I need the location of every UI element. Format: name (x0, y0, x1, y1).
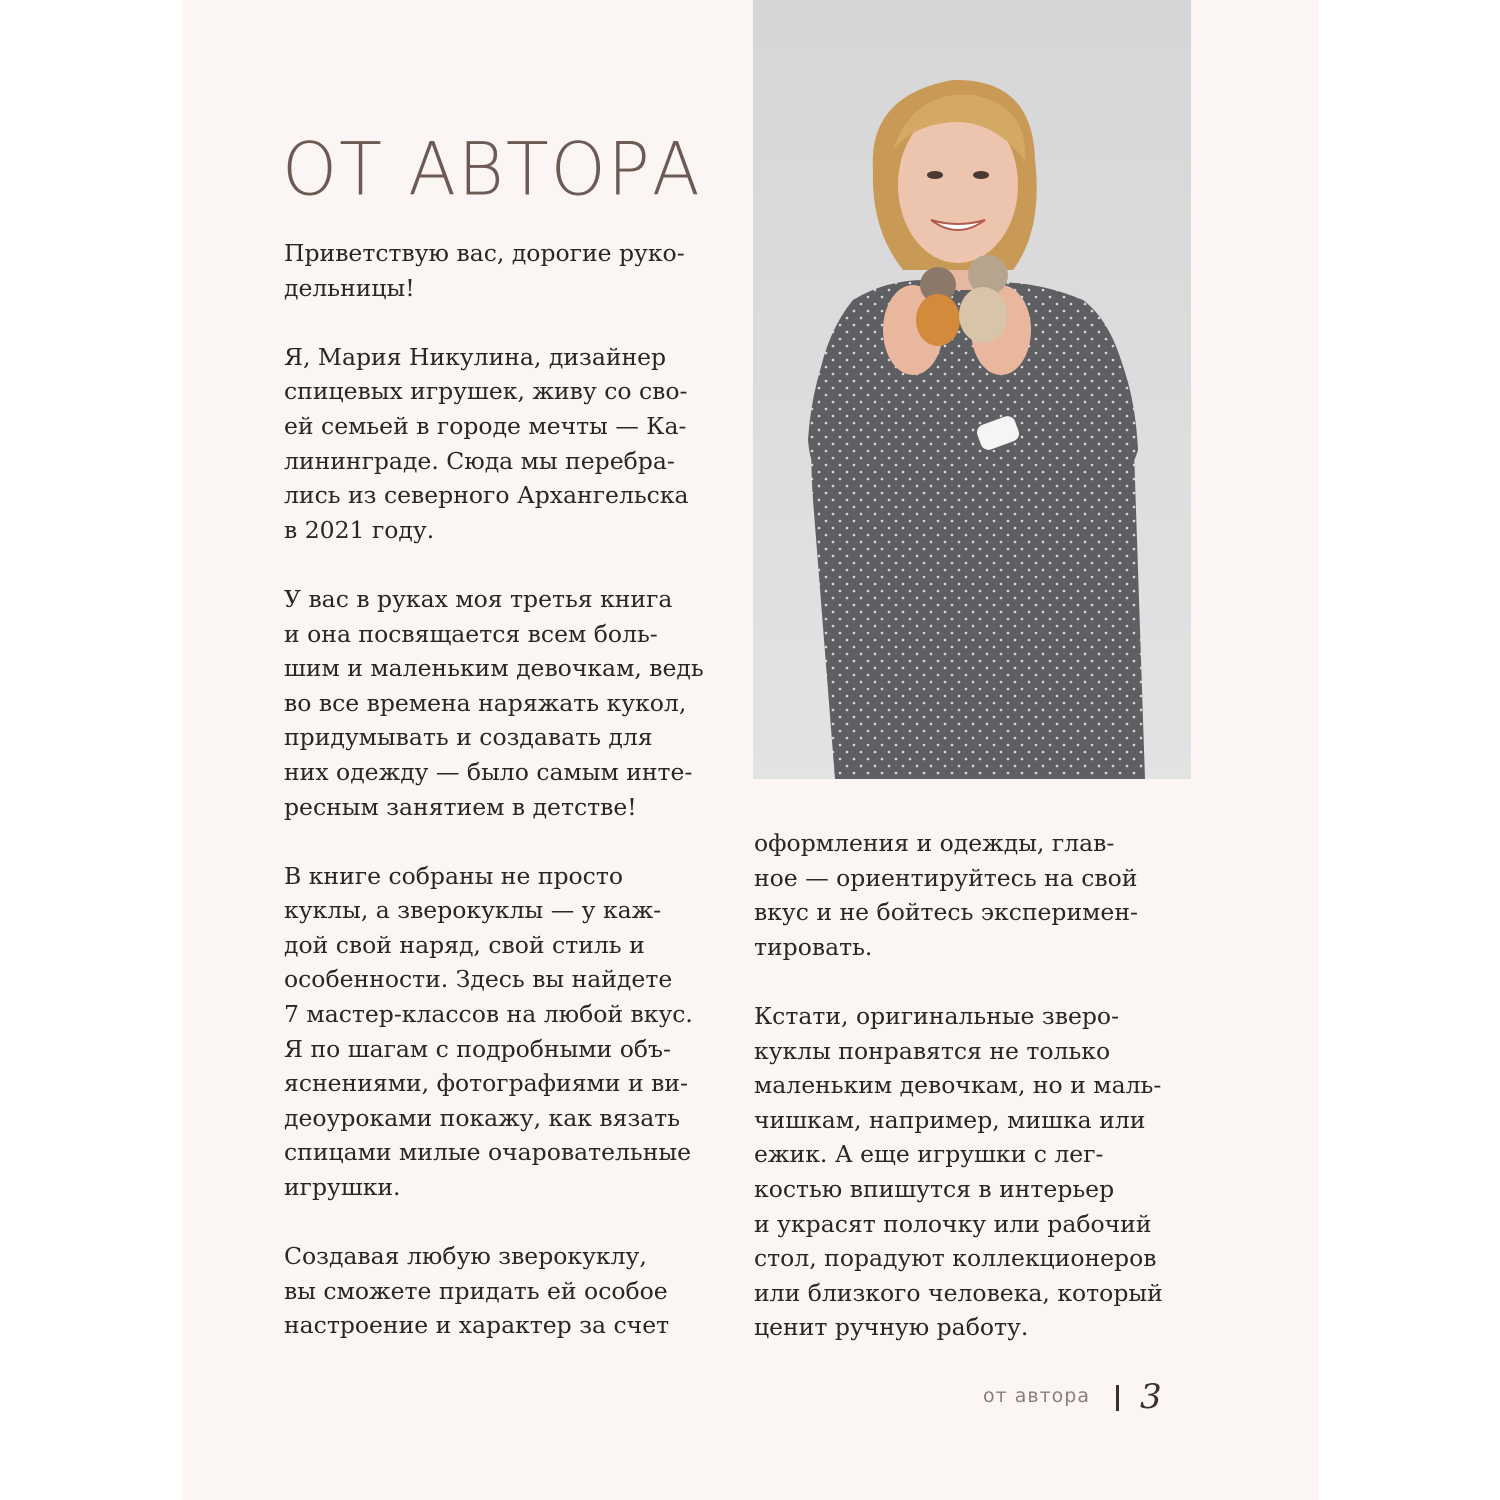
paragraph: Кстати, оригинальные зверо- куклы понравятся не только маленьким девочкам, но и маль- чишкам, например, мишка или ежик. А еще игрушки с лег- костью впишутся в интерьер и украсят полочку или рабочий стол, порадуют коллекционеров или близкого человека, который ценит ручную работу. (754, 1001, 1163, 1342)
footer-divider (1116, 1385, 1119, 1411)
paragraph: У вас в руках моя третья книга и она посвящается всем боль- шим и маленьким девочкам, ведь во все времена наряжать кукол, придумывать и создавать для них одежду — было самым инте- ресным занятием в детстве! (284, 584, 704, 821)
paragraph: Приветствую вас, дорогие руко- дельницы! (284, 239, 685, 302)
running-section-title: от автора (983, 1385, 1090, 1407)
page-footer (900, 1377, 1170, 1417)
paragraph: Создавая любую зверокуклу, вы сможете придать ей особое настроение и характер за счет (284, 1242, 670, 1340)
paragraph: Я, Мария Никулина, дизайнер спицевых игрушек, живу со сво- ей семьей в городе мечты — Ка- лининграде. Сюда мы перебра- лись из северного Архангельска в 2021 году. (284, 342, 689, 544)
page-number: 3 (1140, 1377, 1162, 1417)
paragraph: В книге собраны не просто куклы, а зверокуклы — у каж- дой свой наряд, свой стиль и особенности. Здесь вы найдете 7 мастер-классов на любой вкус. Я по шагам с подробными объ- яснениями, фотографиями и ви- деоуроками покажу, как вязать спицами милые очаровательные игрушки. (284, 861, 693, 1202)
right-text-column (754, 826, 1194, 1380)
paragraph: оформления и одежды, глав- ное — ориентируйтесь на свой вкус и не бойтесь эксперимен- тировать. (754, 829, 1138, 961)
author-photo (753, 0, 1191, 779)
left-text-column (284, 236, 724, 1378)
page-title: ОТ АВТОРА (282, 126, 702, 213)
